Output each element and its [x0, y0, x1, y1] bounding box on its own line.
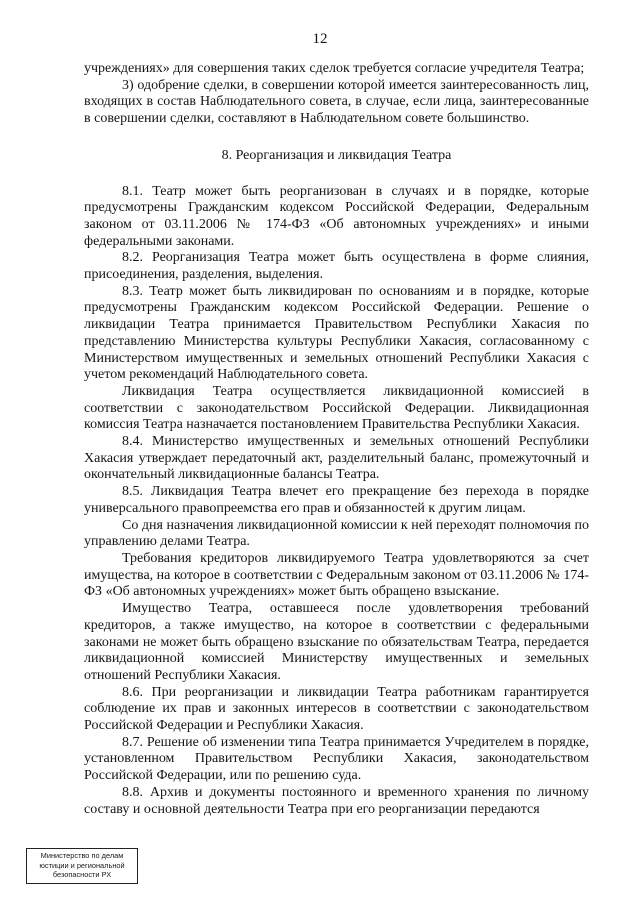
paragraph-subitem-3: 3) одобрение сделки, в совершении которой имеется заинтересованность лиц, входящих в состав Наблюдательного совета, в случае, если лица, заинтересованные в совершении сделки, составляют в Наблюдательном совете большинство.	[84, 77, 589, 127]
stamp-line-3: безопасности РХ	[52, 870, 112, 880]
paragraph-8-1: 8.1. Театр может быть реорганизован в случаях и в порядке, которые предусмотрены Гражданским кодексом Российской Федерации, Федеральным законом от 03.11.2006 № 174-ФЗ «Об автономных учреждениях» и иными федеральными законами.	[84, 183, 589, 249]
stamp-line-1: Министерство по делам	[40, 851, 124, 860]
paragraph-8-5: 8.5. Ликвидация Театра влечет его прекращение без перехода в порядке универсального правопреемства его прав и обязанностей к другим лицам.	[84, 484, 589, 516]
ministry-stamp	[26, 848, 138, 884]
page-number: 12	[312, 31, 328, 47]
section-heading: 8. Реорганизация и ликвидация Театра	[221, 147, 452, 163]
document-body	[84, 61, 589, 818]
paragraph-8-8: 8.8. Архив и документы постоянного и временного хранения по личному составу и основной деятельности Театра при его реорганизации передаются	[84, 784, 589, 817]
paragraph-8-7: 8.7. Решение об изменении типа Театра принимается Учредителем в порядке, установленном Правительством Республики Хакасия, законодательством Российской Федерации, или по решению суда.	[84, 734, 589, 784]
stamp-line-2: юстиции и региональной	[39, 860, 125, 870]
paragraph-8-3: 8.3. Театр может быть ликвидирован по основаниям и в порядке, которые предусмотрены Гражданским кодексом Российской Федерации. Решение о ликвидации Театра принимается Правительством Республики Хакасия по представлению Министерства культуры Республики Хакасия, согласованному с Министерством имущественных и земельных отношений Республики Хакасия с учетом рекомендаций Наблюдательного совета.	[84, 283, 589, 383]
paragraph-8-6: 8.6. При реорганизации и ликвидации Театра работникам гарантируется соблюдение их прав и законных интересов в соответствии с законодательством Российской Федерации и Республики Хакасия.	[84, 684, 589, 734]
paragraph-remaining-property: Имущество Театра, оставшееся после удовлетворения требований кредиторов, а также имущество, на которое в соответствии с федеральными законами не может быть обращено взыскание по обязательствам Театра, передается ликвидационной комиссией Министерству имущественных и земельных отношений Республики Хакасия.	[84, 601, 589, 683]
paragraph-commission-powers: Со дня назначения ликвидационной комиссии к ней переходят полномочия по управлению делами Театра.	[84, 517, 589, 550]
paragraph-creditor-claims: Требования кредиторов ликвидируемого Театра удовлетворяются за счет имущества, на которое в соответствии с Федеральным законом от 03.11.2006 № 174-ФЗ «Об автономных учреждениях» может быть обращено взыскание.	[84, 550, 589, 600]
paragraph-continued: учреждениях» для совершения таких сделок требуется согласие учредителя Театра;	[84, 61, 585, 76]
paragraph-8-4: 8.4. Министерство имущественных и земельных отношений Республики Хакасия утверждает передаточный акт, разделительный баланс, промежуточный и окончательный ликвидационные балансы Театра.	[84, 434, 589, 483]
paragraph-8-2: 8.2. Реорганизация Театра может быть осуществлена в форме слияния, присоединения, разделения, выделения.	[84, 250, 589, 283]
paragraph-liquidation-commission: Ликвидация Театра осуществляется ликвидационной комиссией в соответствии с законодательством Российской Федерации. Ликвидационная комиссия Театра назначается постановлением Правительства Республики Хакасия.	[84, 383, 589, 433]
